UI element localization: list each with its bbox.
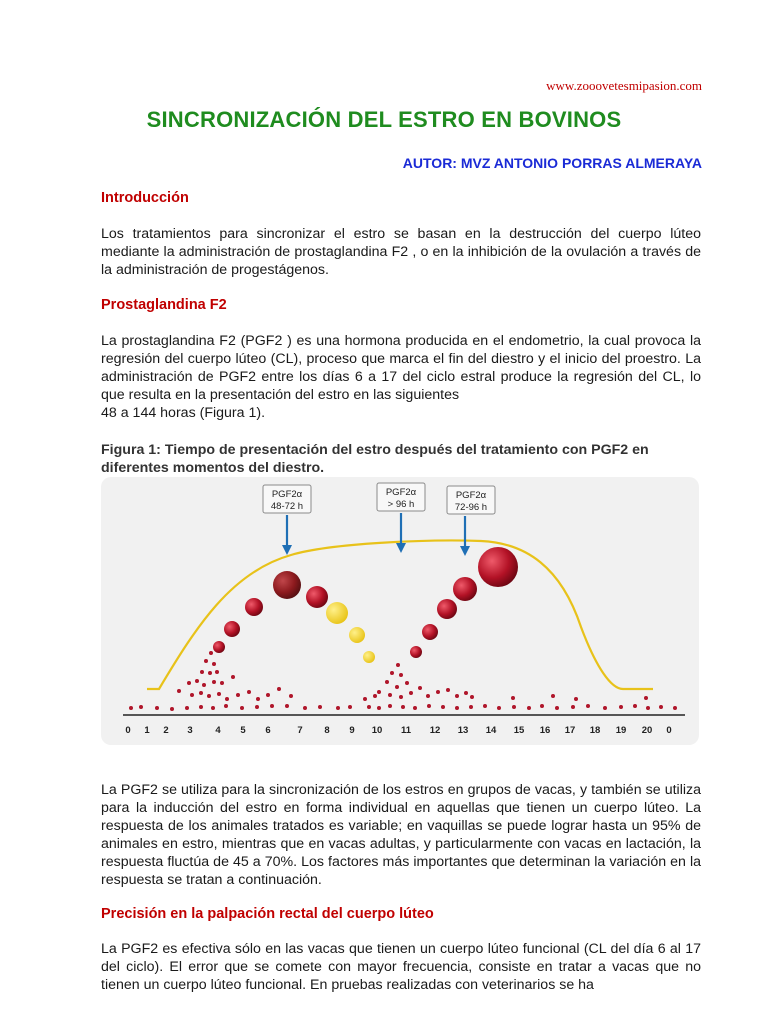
- estrus-curve: [147, 541, 653, 689]
- callout-time: 48-72 h: [270, 501, 304, 512]
- follicle-dot: [256, 697, 260, 701]
- follicle-dot: [170, 707, 174, 711]
- follicle-dot: [199, 691, 203, 695]
- corpus-luteum-circle: [306, 586, 328, 608]
- follicle-dot: [574, 697, 578, 701]
- axis-label: 2: [163, 725, 169, 736]
- page-title: SINCRONIZACIÓN DEL ESTRO EN BOVINOS: [146, 107, 622, 132]
- callout-time: > 96 h: [387, 499, 415, 510]
- follicle-dot: [436, 690, 440, 694]
- axis-label: 0: [125, 725, 131, 736]
- axis-label: 13: [457, 725, 469, 736]
- follicle-dot: [633, 704, 637, 708]
- follicle-dot: [390, 671, 394, 675]
- follicle-dot: [200, 670, 204, 674]
- follicle-dot: [405, 681, 409, 685]
- corpus-luteum-circle: [363, 651, 375, 663]
- follicle-dot: [377, 706, 381, 710]
- corpus-luteum-circle: [224, 621, 240, 637]
- follicle-dot: [199, 705, 203, 709]
- heading-introduccion: Introducción: [101, 190, 189, 206]
- arrow-head: [396, 543, 406, 553]
- follicle-dot: [236, 693, 240, 697]
- follicle-dot: [211, 706, 215, 710]
- follicle-dot: [318, 705, 322, 709]
- follicle-dot: [155, 706, 159, 710]
- axis-label: 4: [215, 725, 221, 736]
- follicle-dot: [399, 695, 403, 699]
- follicle-dot: [395, 685, 399, 689]
- corpus-luteum-circle: [453, 577, 477, 601]
- follicle-dot: [225, 697, 229, 701]
- follicle-dot: [396, 663, 400, 667]
- corpus-luteum-circle: [478, 547, 518, 587]
- follicle-dot: [195, 679, 199, 683]
- callout-time: 72-96 h: [454, 502, 488, 513]
- axis-label: 19: [615, 725, 627, 736]
- follicle-dot: [555, 706, 559, 710]
- follicle-dot: [220, 681, 224, 685]
- follicle-dot: [511, 696, 515, 700]
- follicle-dot: [413, 706, 417, 710]
- corpus-luteum-circle: [349, 627, 365, 643]
- corpus-luteum-circle: [273, 571, 301, 599]
- follicle-dot: [644, 696, 648, 700]
- follicle-dot: [427, 704, 431, 708]
- follicle-dot: [497, 706, 501, 710]
- axis-label: 16: [539, 725, 551, 736]
- follicle-dot: [303, 706, 307, 710]
- follicle-dot: [441, 705, 445, 709]
- follicle-dot: [401, 705, 405, 709]
- follicle-dot: [527, 706, 531, 710]
- follicle-dot: [363, 697, 367, 701]
- arrow-head: [460, 546, 470, 556]
- follicle-dot: [385, 680, 389, 684]
- follicle-dot: [204, 659, 208, 663]
- follicle-dot: [348, 705, 352, 709]
- axis-label: 5: [240, 725, 246, 736]
- follicle-dot: [224, 704, 228, 708]
- follicle-dot: [231, 675, 235, 679]
- axis-label: 20: [641, 725, 653, 736]
- follicle-dot: [409, 691, 413, 695]
- follicle-dot: [240, 706, 244, 710]
- follicle-dot: [373, 694, 377, 698]
- follicle-dot: [571, 705, 575, 709]
- corpus-luteum-circle: [410, 646, 422, 658]
- follicle-dot: [418, 686, 422, 690]
- axis-label: 3: [187, 725, 193, 736]
- follicle-dot: [270, 704, 274, 708]
- follicle-dot: [586, 704, 590, 708]
- follicle-dot: [483, 704, 487, 708]
- pg-paragraph-1: La prostaglandina F2 (PGF2 ) es una hormona producida en el endometrio, la cual provoca la regresión del cuerpo lúteo (CL), proceso que marca el fin del diestro y el inicio del proestro. La administración de PGF2 entre los días 6 a 17 del ciclo estral produce la regresión del CL, lo que resulta en la presentación del estro en las siguientes: [101, 333, 701, 403]
- follicle-dot: [455, 706, 459, 710]
- follicle-dot: [289, 694, 293, 698]
- axis-label: 12: [429, 725, 441, 736]
- follicle-dot: [446, 688, 450, 692]
- follicle-dot: [177, 689, 181, 693]
- follicle-dot: [619, 705, 623, 709]
- follicle-dot: [455, 694, 459, 698]
- corpus-luteum-circle: [326, 602, 348, 624]
- heading-palpacion: Precisión en la palpación rectal del cuerpo lúteo: [101, 906, 434, 922]
- corpus-luteum-circle: [213, 641, 225, 653]
- follicle-dot: [212, 662, 216, 666]
- follicle-dot: [388, 693, 392, 697]
- follicle-dot: [464, 691, 468, 695]
- axis-label: 15: [513, 725, 525, 736]
- follicle-dot: [185, 706, 189, 710]
- site-url[interactable]: www.zooovetesmipasion.com: [546, 78, 702, 93]
- follicle-dot: [207, 694, 211, 698]
- follicle-dot: [285, 704, 289, 708]
- arrow-head: [282, 545, 292, 555]
- follicle-dot: [209, 651, 213, 655]
- axis-label: 8: [324, 725, 330, 736]
- axis-label: 9: [349, 725, 355, 736]
- follicle-dot: [202, 683, 206, 687]
- axis-label: 17: [564, 725, 576, 736]
- follicle-dot: [388, 704, 392, 708]
- axis-label: 11: [400, 725, 412, 736]
- axis-label: 1: [144, 725, 150, 736]
- heading-prostaglandina: Prostaglandina F2: [101, 297, 227, 313]
- follicle-dot: [255, 705, 259, 709]
- follicle-dot: [247, 690, 251, 694]
- follicle-dot: [659, 705, 663, 709]
- follicle-dot: [139, 705, 143, 709]
- palpation-paragraph: La PGF2 es efectiva sólo en las vacas que tienen un cuerpo lúteo funcional (CL del día 6 al 17 del ciclo). El error que se comete con mayor frecuencia, consiste en tratar a vacas que no tienen un cuerpo lúteo funcional. En pruebas realizadas con veterinarios se ha: [101, 941, 701, 993]
- follicle-dot: [399, 673, 403, 677]
- axis-label: 7: [297, 725, 303, 736]
- follicle-dot: [336, 706, 340, 710]
- corpus-luteum-circle: [422, 624, 438, 640]
- follicle-dot: [187, 681, 191, 685]
- axis-label: 6: [265, 725, 271, 736]
- callout-label: PGF2α: [455, 490, 487, 501]
- follicle-dot: [129, 706, 133, 710]
- follicle-dot: [469, 705, 473, 709]
- follicle-dot: [208, 671, 212, 675]
- follicle-dot: [277, 687, 281, 691]
- pg-paragraph-2: 48 a 144 horas (Figura 1).: [101, 405, 266, 421]
- corpus-luteum-circle: [437, 599, 457, 619]
- follicle-dot: [190, 693, 194, 697]
- corpus-luteum-circle: [245, 598, 263, 616]
- axis-label: 18: [589, 725, 601, 736]
- follicle-dot: [266, 693, 270, 697]
- follicle-dot: [377, 690, 381, 694]
- follicle-dot: [426, 694, 430, 698]
- callout-label: PGF2α: [385, 487, 417, 498]
- follicle-dot: [212, 680, 216, 684]
- figure-caption: Figura 1: Tiempo de presentación del estro después del tratamiento con PGF2 en diferentes momentos del diestro.: [101, 442, 649, 476]
- axis-label: 14: [485, 725, 497, 736]
- follicle-dot: [470, 695, 474, 699]
- author-line: AUTOR: MVZ ANTONIO PORRAS ALMERAYA: [402, 155, 702, 171]
- follicle-dot: [367, 705, 371, 709]
- axis-label: 10: [371, 725, 383, 736]
- follicle-dot: [551, 694, 555, 698]
- follicle-dot: [217, 692, 221, 696]
- pg-paragraph-3: La PGF2 se utiliza para la sincronización de los estros en grupos de vacas, y también se utiliza para la inducción del estro en forma individual en aquellas que tienen un cuerpo lúteo. La respuesta de los animales tratados es variable; en vaquillas se puede lograr hasta un 95% de animales en estro, mientras que en vacas adultas, y particularmente con vacas en lactación, la respuesta fluctúa de 45 a 70%. Los factores más importantes que determinan la variación en la respuesta se tratan a continuación.: [101, 782, 701, 888]
- follicle-dot: [673, 706, 677, 710]
- follicle-dot: [540, 704, 544, 708]
- intro-paragraph: Los tratamientos para sincronizar el estro se basan en la destrucción del cuerpo lúteo mediante la administración de prostaglandina F2 , o en la inhibición de la ovulación a través de la administración de progestágenos.: [101, 226, 701, 278]
- callout-label: PGF2α: [271, 489, 303, 500]
- follicle-dot: [215, 670, 219, 674]
- follicle-dot: [646, 706, 650, 710]
- figure-1: [101, 477, 699, 745]
- axis-label: 0: [666, 725, 672, 736]
- follicle-dot: [603, 706, 607, 710]
- follicle-dot: [512, 705, 516, 709]
- estrus-timing-diagram: [101, 477, 699, 745]
